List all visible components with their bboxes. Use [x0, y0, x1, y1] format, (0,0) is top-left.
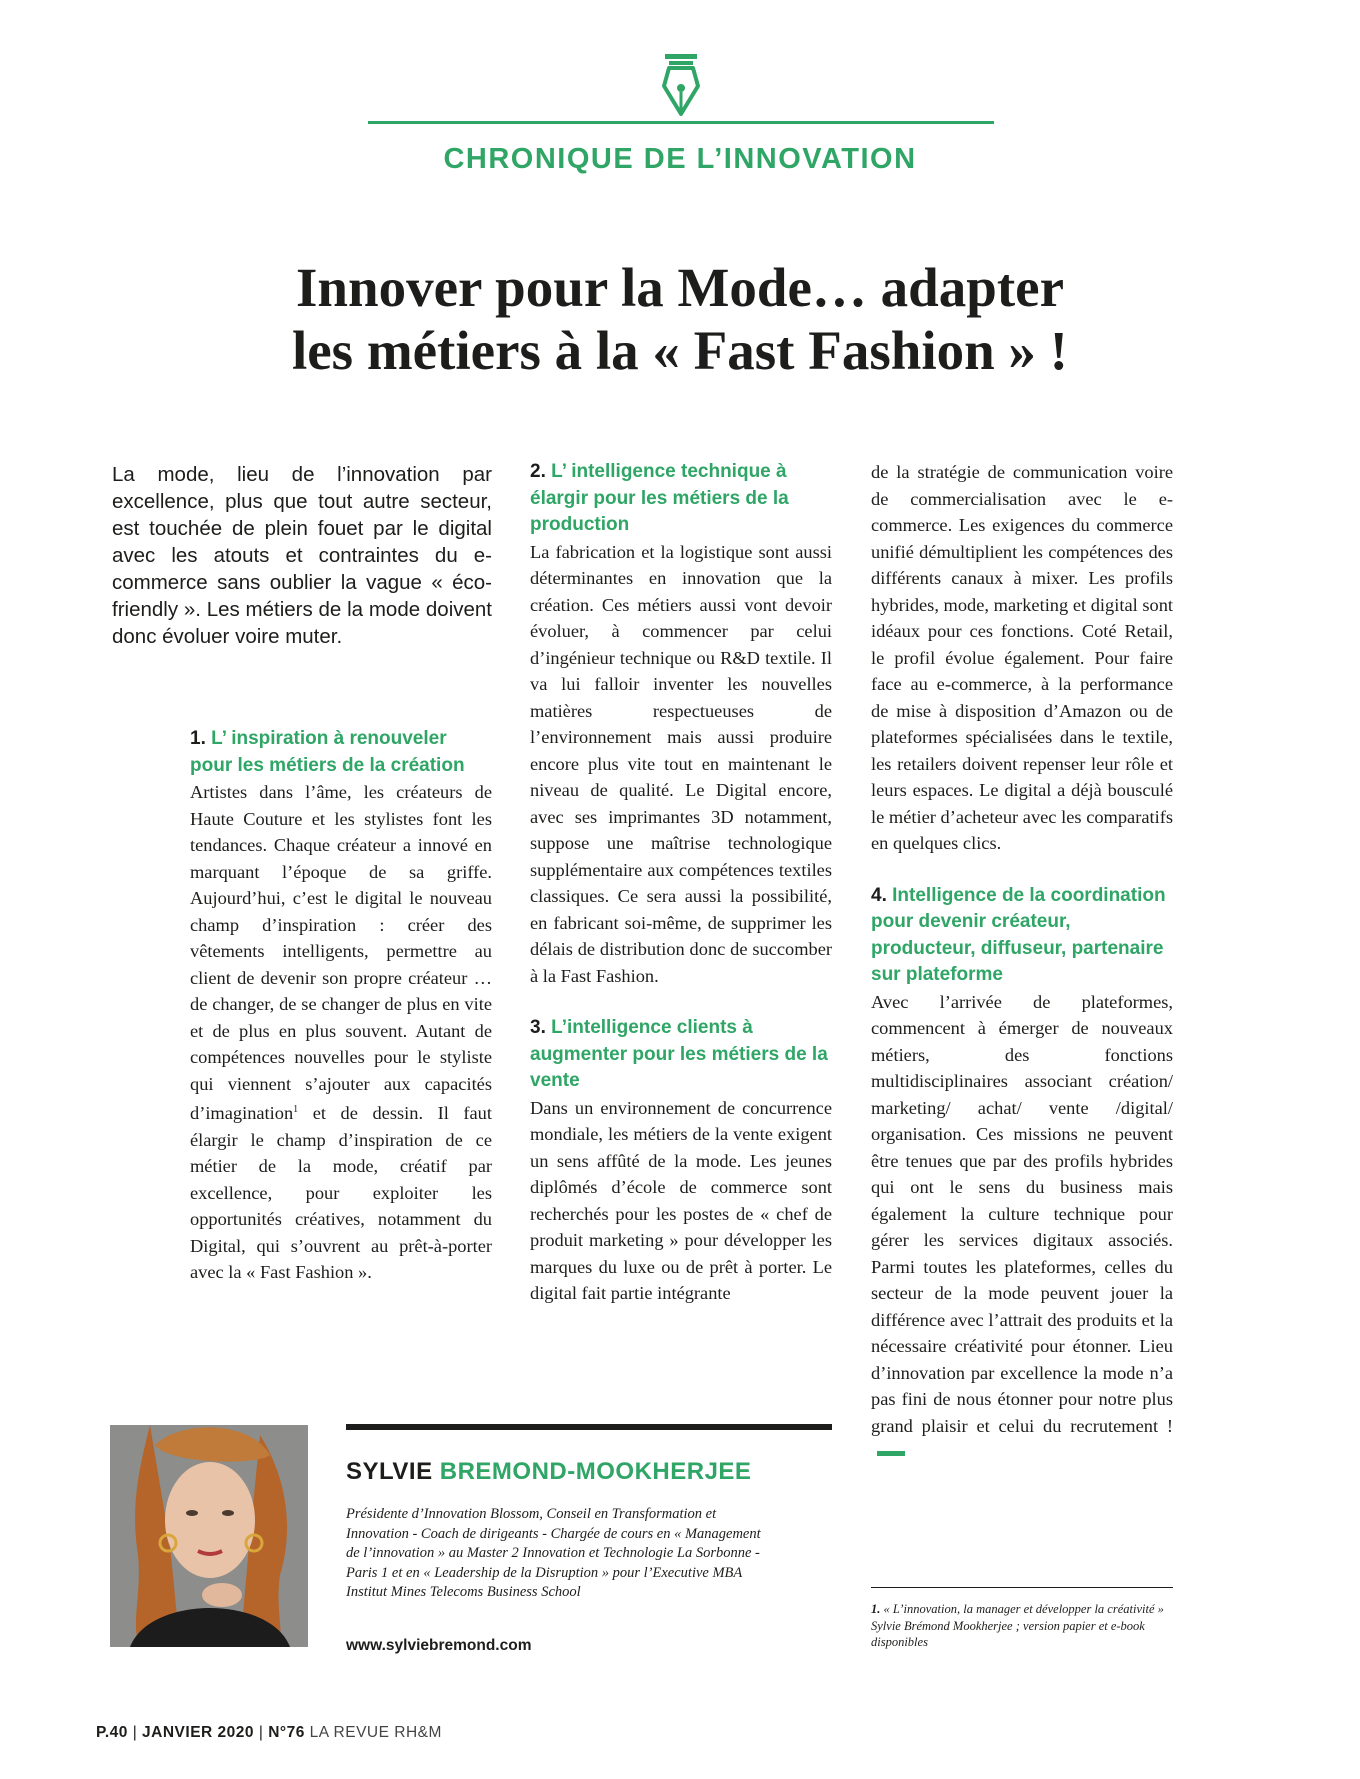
section-4-body	[871, 989, 1173, 1466]
page-number: P.40	[96, 1724, 128, 1741]
article-intro: La mode, lieu de l’innovation par excellence, plus que tout autre secteur, est touchée de plein fouet par le digital avec les atouts et contraintes du e-commerce sans oublier la vague « éco-friendly ». Les métiers de la mode doivent donc évoluer voire muter.	[112, 463, 492, 648]
page-footer	[96, 1724, 442, 1742]
author-portrait	[110, 1425, 308, 1647]
section-4-title: Intelligence de la coordination pour devenir créateur, producteur, diffuseur, partenaire sur plateforme	[871, 884, 1166, 985]
article-title-line-1: Innover pour la Mode… adapter	[295, 257, 1064, 318]
section-4-heading	[871, 883, 1173, 989]
section-2-title: L’ intelligence technique à élargir pour les métiers de la production	[530, 461, 789, 535]
fountain-pen-nib-icon	[660, 52, 702, 118]
article-title-line-2: les métiers à la « Fast Fashion » !	[291, 320, 1068, 381]
publication-name: LA REVUE RH&M	[309, 1724, 442, 1741]
footnote	[871, 1601, 1173, 1651]
author-first-name: SYLVIE	[346, 1458, 433, 1485]
author-website[interactable]: www.sylviebremond.com	[346, 1637, 532, 1654]
section-3-body: Dans un environnement de concurrence mondiale, les métiers de la vente exigent un sens affûté de la mode. Les jeunes diplômés d’école de commerce sont recherchés pour les postes de « chef de produit marketing » pour développer les marques du luxe ou de prêt à porter. Le digital fait partie intégrante	[530, 1097, 832, 1303]
footer-sep-1: |	[132, 1724, 138, 1741]
section-1-body-b: et de dessin. Il faut élargir le champ d’inspiration de ce métier de la mode, créatif par excellence, pour exploiter les opportunités créatives, notamment du Digital, qui s’ouvrent au prêt-à-porter avec la « Fast Fashion ».	[190, 1103, 492, 1283]
section-1-title: L’ inspiration à renouveler pour les métiers de la création	[190, 728, 465, 776]
section-3-body-continued: de la stratégie de communication voire de commercialisation avec le e-commerce. Les exigences du commerce unifié démultiplient les compétences des différents canaux à mixer. Les profils hybrides, mode, marketing et digital sont idéaux pour ces fonctions. Coté Retail, le profil évolue également. Pour faire face au e-commerce, à la performance de mise à disposition d’Amazon ou de plateformes spécialisées dans le textile, les retailers doivent repenser leur rôle et leurs espaces. Le digital a déjà bousculé le métier d’acheteur avec les comparatifs en quelques clics.	[871, 462, 1173, 853]
section-3-title: L’intelligence clients à augmenter pour les métiers de la vente	[530, 1017, 828, 1091]
issue-date: JANVIER 2020	[142, 1724, 255, 1741]
footnote-ref: 1	[293, 1104, 299, 1115]
footer-sep-2: |	[258, 1724, 264, 1741]
article-title	[80, 256, 1280, 382]
section-3-heading	[530, 1015, 832, 1095]
section-1-heading	[190, 726, 492, 779]
footnote-text: « L’innovation, la manager et développer la créativité » Sylvie Brémond Mookherjee ; version papier et e-book disponibles	[871, 1602, 1164, 1649]
footnote-rule	[871, 1587, 1173, 1588]
section-1-body-a: Artistes dans l’âme, les créateurs de Haute Couture et les stylistes font les tendances. Chaque créateur a innové en marquant l’époque de sa griffe. Aujourd’hui, c’est le digital le nouveau champ d’inspiration : créer des vêtements intelligents, permettre au client de devenir son propre créateur …de changer, de se changer de plus en vite et de plus en plus souvent. Autant de compétences nouvelles pour le styliste qui viennent s’ajouter aux capacités d’imagination	[190, 782, 492, 1124]
column-2	[530, 459, 832, 1307]
section-2-number: 2.	[530, 461, 546, 482]
section-4-number: 4.	[871, 884, 887, 906]
author-bio: Présidente d’Innovation Blossom, Conseil en Transformation et Innovation - Coach de dirigeants - Chargée de cours en « Management de l’innovation » au Master 2 Innovation et Technologie La Sorbonne - Paris 1 et en « Leadership de la Disruption » pour l’Executive MBA Institut Mines Telecoms Business School	[346, 1506, 761, 1600]
issue-number: N°76	[268, 1724, 305, 1741]
footnote-number: 1.	[871, 1602, 881, 1616]
section-2-body: La fabrication et la logistique sont aussi déterminantes en innovation que la création. Ces métiers aussi vont devoir évoluer, à commencer par celui d’ingénieur technique ou R&D textile. Il va lui falloir inventer les nouvelles matières respectueuses de l’environnement mais aussi produire encore plus vite tout en maintenant le niveau de qualité. Le Digital encore, avec ses imprimantes 3D notamment, suppose une maîtrise technologique supplémentaire aux compétences textiles classiques. Ce sera aussi la possibilité, en fabricant soi-même, de supprimer les délais de distribution donc de succomber à la Fast Fashion.	[530, 541, 832, 986]
author-last-name: BREMOND-MOOKHERJEE	[439, 1458, 752, 1485]
section-4-text: Avec l’arrivée de plateformes, commencent à émerger de nouveaux métiers, des fonctions multidisciplinaires associant création/ marketing/ achat/ vente /digital/ organisation. Ces missions ne peuvent être tenues que par des profils hybrides qui ont le sens du business mais également la culture technique pour gérer les services digitaux associés. Parmi toutes les plateformes, celles du secteur de la mode peuvent jouer la différence avec l’attrait des produits et la nécessaire créativité pour étonner. Lieu d’innovation par excellence la mode n’a pas fini de nous étonner pour notre plus grand plaisir et celui du recrutement !	[871, 991, 1173, 1436]
section-title: CHRONIQUE DE L’INNOVATION	[443, 143, 917, 175]
section-3-number: 3.	[530, 1017, 546, 1038]
section-1-number: 1.	[190, 728, 206, 749]
header-rule	[368, 121, 994, 124]
column-1	[190, 726, 492, 1286]
section-1-body	[190, 779, 492, 1286]
column-3	[871, 459, 1173, 1466]
end-of-article-mark	[877, 1451, 905, 1456]
author-rule	[346, 1424, 832, 1430]
author-name	[346, 1458, 751, 1486]
section-2-heading	[530, 459, 832, 539]
